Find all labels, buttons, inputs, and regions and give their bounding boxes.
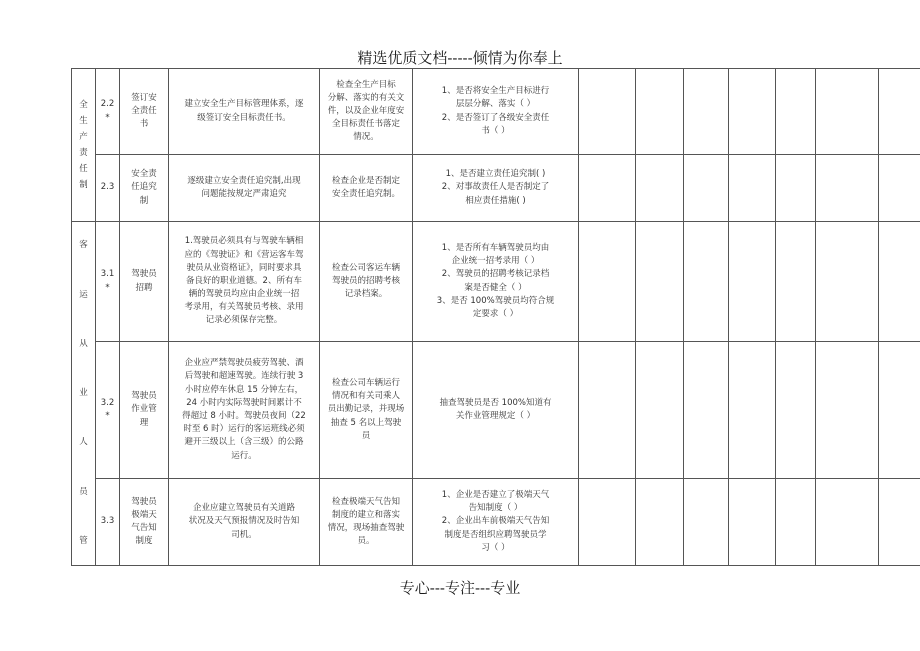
table-row [72,69,920,155]
blank-cell [579,479,636,566]
blank-cell [636,155,684,222]
blank-cell [684,342,729,479]
blank-cell [816,69,879,155]
blank-cell [684,69,729,155]
blank-cell [684,222,729,342]
item-number: 3.2 * [96,342,120,479]
item-method: 检查企业是否制定 安全责任追究制。 [320,155,413,222]
blank-cell [729,69,776,155]
blank-cell [879,222,920,342]
item-number: 3.3 [96,479,120,566]
item-name: 驾驶员 作业管 理 [120,342,169,479]
item-requirement: 企业应建立驾驶员有关道路 状况及天气预报情况及时告知 司机。 [169,479,320,566]
table-row [72,155,920,222]
item-method: 检查公司客运车辆 驾驶员的招聘考核 记录档案。 [320,222,413,342]
category-cell: 客 运 从 业 人 员 管 [72,222,96,566]
blank-cell [636,479,684,566]
item-requirement: 1.驾驶员必须具有与驾驶车辆相 应的《驾驶证》和《营运客车驾 驶员从业资格证》，同时要求具 备良好的职业道德。2、所有车 辆的驾驶员均应由企业统一招 考录用，有关驾驶员考核、录用 记录必须保存完整。 [169,222,320,342]
blank-cell [579,69,636,155]
blank-cell [729,222,776,342]
item-criteria: 1、是否建立责任追究制( ) 2、对事故责任人是否制定了 相应责任措施( ) [413,155,579,222]
blank-cell [684,479,729,566]
table-row [72,479,920,566]
blank-cell [879,69,920,155]
blank-cell [816,342,879,479]
blank-cell [879,342,920,479]
blank-cell [879,155,920,222]
item-name: 驾驶员 招聘 [120,222,169,342]
blank-cell [776,479,816,566]
item-criteria: 1、是否将安全生产目标进行 层层分解、落实（ ） 2、是否签订了各级安全责任 书（ ） [413,69,579,155]
blank-cell [636,342,684,479]
blank-cell [579,342,636,479]
item-name: 驾驶员 极端天 气告知 制度 [120,479,169,566]
blank-cell [879,479,920,566]
item-criteria: 1、企业是否建立了极端天气 告知制度（ ） 2、企业出车前极端天气告知 制度是否组织应聘驾驶员学 习（ ） [413,479,579,566]
blank-cell [636,69,684,155]
page-footer-text: 专心---专注---专业 [399,579,521,597]
blank-cell [579,155,636,222]
blank-cell [579,222,636,342]
page-header-title: 精选优质文档-----倾情为你奉上 [357,49,563,67]
blank-cell [776,155,816,222]
blank-cell [729,342,776,479]
item-number: 3.1 * [96,222,120,342]
item-criteria: 抽查驾驶员是否 100%知道有 关作业管理规定（ ） [413,342,579,479]
blank-cell [684,155,729,222]
category-cell: 全 生 产 责 任 制 [72,69,96,222]
item-name: 安全责 任追究 制 [120,155,169,222]
item-method: 检查公司车辆运行 情况和有关司乘人 员出勤记录，并现场 抽查 5 名以上驾驶 员 [320,342,413,479]
blank-cell [776,222,816,342]
item-requirement: 企业应严禁驾驶员疲劳驾驶、酒 后驾驶和超速驾驶。连续行驶 3 小时应停车休息 15 分钟左右， 24 小时内实际驾驶时间累计不 得超过 8 小时。驾驶员夜间（22 时至 6 时）运行的客运班线必须 避开三级以上（含三级）的公路 运行。 [169,342,320,479]
blank-cell [816,155,879,222]
blank-cell [776,69,816,155]
item-requirement: 逐级建立安全责任追究制,出现 问题能按规定严肃追究 [169,155,320,222]
item-name: 签订安 全责任 书 [120,69,169,155]
item-requirement: 建立安全生产目标管理体系，逐 级签订安全目标责任书。 [169,69,320,155]
blank-cell [816,479,879,566]
item-number: 2.3 [96,155,120,222]
blank-cell [636,222,684,342]
blank-cell [729,479,776,566]
item-number: 2.2 * [96,69,120,155]
table-row [72,342,920,479]
item-method: 检查极端天气告知 制度的建立和落实 情况，现场抽查驾驶 员。 [320,479,413,566]
item-method: 检查全生产目标 分解、落实的有关文 件，以及企业年度安 全目标责任书落定 情况。 [320,69,413,155]
blank-cell [816,222,879,342]
item-criteria: 1、是否所有车辆驾驶员均由 企业统一招考录用（ ） 2、驾驶员的招聘考核记录档 案是否健全（ ） 3、是否 100%驾驶员均符合规 定要求（ ） [413,222,579,342]
blank-cell [729,155,776,222]
table-row [72,222,920,342]
blank-cell [776,342,816,479]
inspection-table [71,68,920,566]
